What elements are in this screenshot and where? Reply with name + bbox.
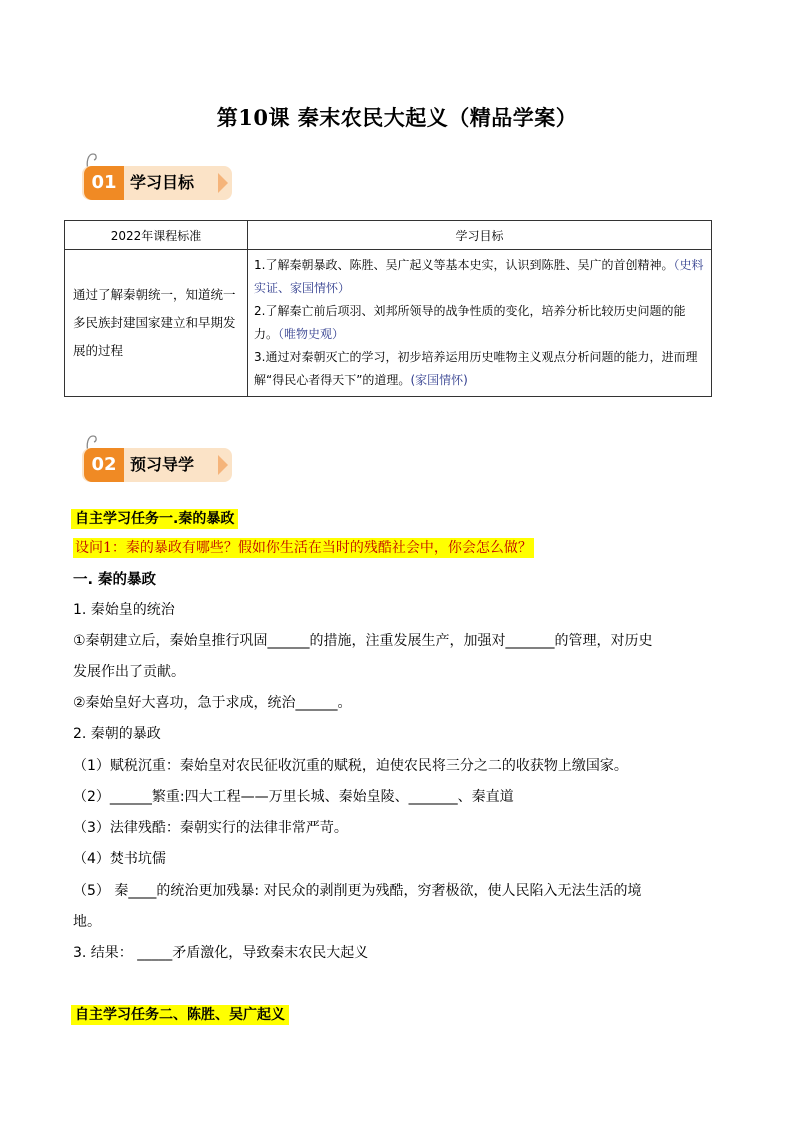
section-label: 预习导学 <box>130 455 195 474</box>
goal-tag: (家国情怀) <box>410 373 468 387</box>
chevron-right-icon <box>218 455 228 475</box>
goals-table <box>64 220 712 397</box>
table-header-standard: 2022年课程标准 <box>65 221 248 250</box>
text-line: 2. 秦朝的暴政 <box>73 726 161 742</box>
text-line: 地。 <box>73 914 101 930</box>
goal-text: 1.了解秦朝暴政、陈胜、吴广起义等基本史实，认识到陈胜、吴广的首创精神。 <box>254 258 674 272</box>
section-label: 学习目标 <box>130 173 195 192</box>
section-heading: 一. 秦的暴政 <box>73 572 157 588</box>
table-header-row <box>65 221 712 250</box>
page-title: 第10课 秦末农民大起义（精品学案） <box>216 105 578 130</box>
goal-item <box>254 346 705 392</box>
goal-tag: （史料实证、家国情怀） <box>254 258 704 295</box>
goal-item <box>254 300 705 346</box>
text-line: （4）焚书坑儒 <box>73 851 166 867</box>
text-line: （1）赋税沉重：秦始皇对农民征收沉重的赋税，迫使农民将三分之二的收获物上缴国家。 <box>73 758 628 774</box>
goals-cell <box>248 250 712 397</box>
table-row <box>65 250 712 397</box>
text-line: 3. 结果： _____矛盾激化，导致秦末农民大起义 <box>73 945 369 961</box>
table-header-goals: 学习目标 <box>248 221 712 250</box>
goal-tag: （唯物史观） <box>278 327 345 341</box>
standard-cell: 通过了解秦朝统一，知道统一多民族封建国家建立和早期发展的过程 <box>65 250 248 397</box>
text-line: （2）______繁重:四大工程——万里长城、秦始皇陵、_______、秦直道 <box>73 789 514 805</box>
chevron-right-icon <box>218 173 228 193</box>
text-line: 1. 秦始皇的统治 <box>73 602 175 618</box>
text-line: ①秦朝建立后，秦始皇推行巩固______的措施，注重发展生产，加强对_______的管理，对历史 <box>73 633 653 649</box>
task-heading: 自主学习任务二、陈胜、吴广起义 <box>71 1005 289 1025</box>
section-number: 01 <box>84 166 124 200</box>
text-line: ②秦始皇好大喜功，急于求成，统治______。 <box>73 695 352 711</box>
task-heading: 自主学习任务一.秦的暴政 <box>71 509 238 529</box>
goal-item <box>254 254 705 300</box>
text-line: 发展作出了贡献。 <box>73 664 185 680</box>
text-line: （5） 秦____的统治更加残暴: 对民众的剥削更为残酷，穷奢极欲，使人民陷入无法生活的境 <box>73 883 642 899</box>
section-header-preview <box>82 440 232 486</box>
guiding-question: 设问1：秦的暴政有哪些？假如你生活在当时的残酷社会中，你会怎么做？ <box>75 540 532 556</box>
section-header-goals <box>82 158 232 204</box>
goal-text: 2.了解秦亡前后项羽、刘邦所领导的战争性质的变化，培养分析比较历史问题的能力。 <box>254 304 686 341</box>
goal-text: 3.通过对秦朝灭亡的学习，初步培养运用历史唯物主义观点分析问题的能力，进而理解“得民心者得天下”的道理。 <box>254 350 698 387</box>
section-number: 02 <box>84 448 124 482</box>
text-line: （3）法律残酷：秦朝实行的法律非常严苛。 <box>73 820 348 836</box>
